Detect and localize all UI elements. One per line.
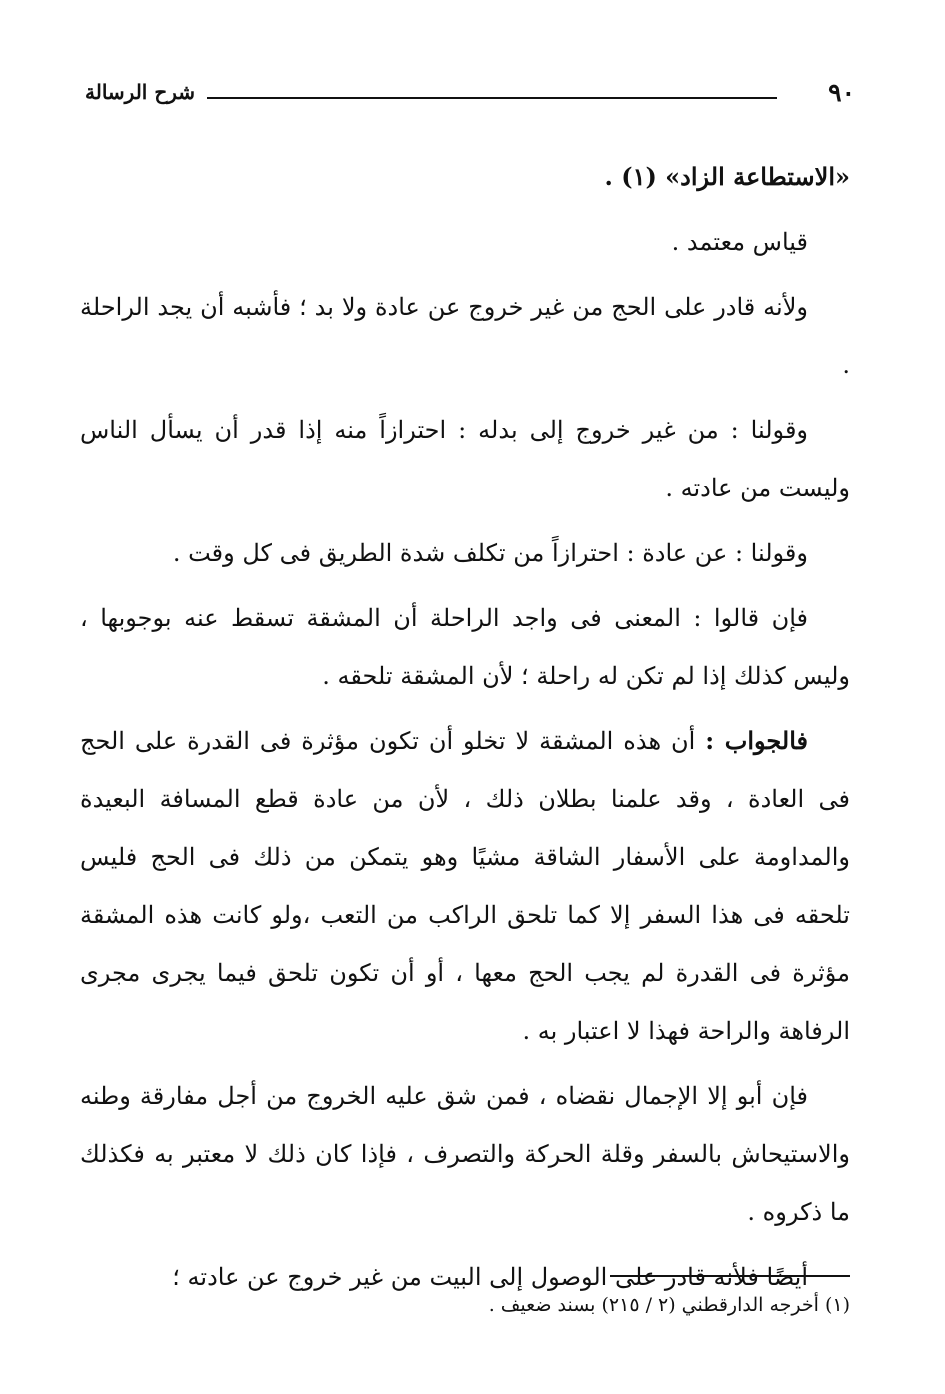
running-title: شرح الرسالة bbox=[85, 80, 196, 104]
answer-text: أن هذه المشقة لا تخلو أن تكون مؤثرة فى القدرة على الحج فى العادة ، وقد علمنا بطلان ذلك ، لأن من عادة قطع المسافة البعيدة والمداومة على الأسفار الشاقة مشيًا وهو يتمكن من ذلك فى الحج فليس تلحقه فى هذا السفر إلا كما تلحق الراكب من التعب ،ولو كانت هذه المشقة مؤثرة فى القدرة لم يجب الحج معها ، أو أن تكون تلحق فيما يجرى مجرى الرفاهة والراحة فهذا لا اعتبار به . bbox=[80, 727, 850, 1045]
paragraph-5: فإن قالوا : المعنى فى واجد الراحلة أن المشقة تسقط عنه بوجوبها ، وليس كذلك إذا لم تكن له راحلة ؛ لأن المشقة تلحقه . bbox=[80, 604, 850, 690]
paragraph-7: فإن أبو إلا الإجمال نقضاه ، فمن شق عليه الخروج من أجل مفارقة وطنه والاستيحاش بالسفر وقلة الحركة والتصرف ، فإذا كان ذلك لا معتبر به فكذلك ما ذكروه . bbox=[80, 1082, 850, 1226]
footnote-rule bbox=[610, 1275, 850, 1277]
page-number: ٩٠ bbox=[828, 78, 855, 107]
paragraph-3: وقولنا : من غير خروج إلى بدله : احترازاً منه إذا قدر أن يسأل الناس وليست من عادته . bbox=[80, 416, 850, 502]
paragraph-1: قياس معتمد . bbox=[671, 228, 808, 256]
hadith-quote: «الاستطاعة الزاد» (١) . bbox=[604, 162, 850, 191]
footnote: (١) أخرجه الدارقطني (٢ / ٢١٥) بسند ضعيف . bbox=[488, 1294, 850, 1316]
header-rule bbox=[207, 97, 777, 99]
page-header bbox=[85, 78, 855, 118]
paragraph-6 bbox=[80, 712, 850, 1060]
paragraph-8: أيضًا فلأنه قادر على الوصول إلى البيت من غير خروج عن عادته ؛ bbox=[172, 1263, 808, 1291]
paragraph-4: وقولنا : عن عادة : احترازاً من تكلف شدة الطريق فى كل وقت . bbox=[172, 539, 808, 567]
answer-label: فالجواب : bbox=[705, 726, 808, 755]
paragraph-2: ولأنه قادر على الحج من غير خروج عن عادة ولا بد ؛ فأشبه أن يجد الراحلة . bbox=[80, 293, 850, 379]
main-text bbox=[80, 148, 850, 1306]
